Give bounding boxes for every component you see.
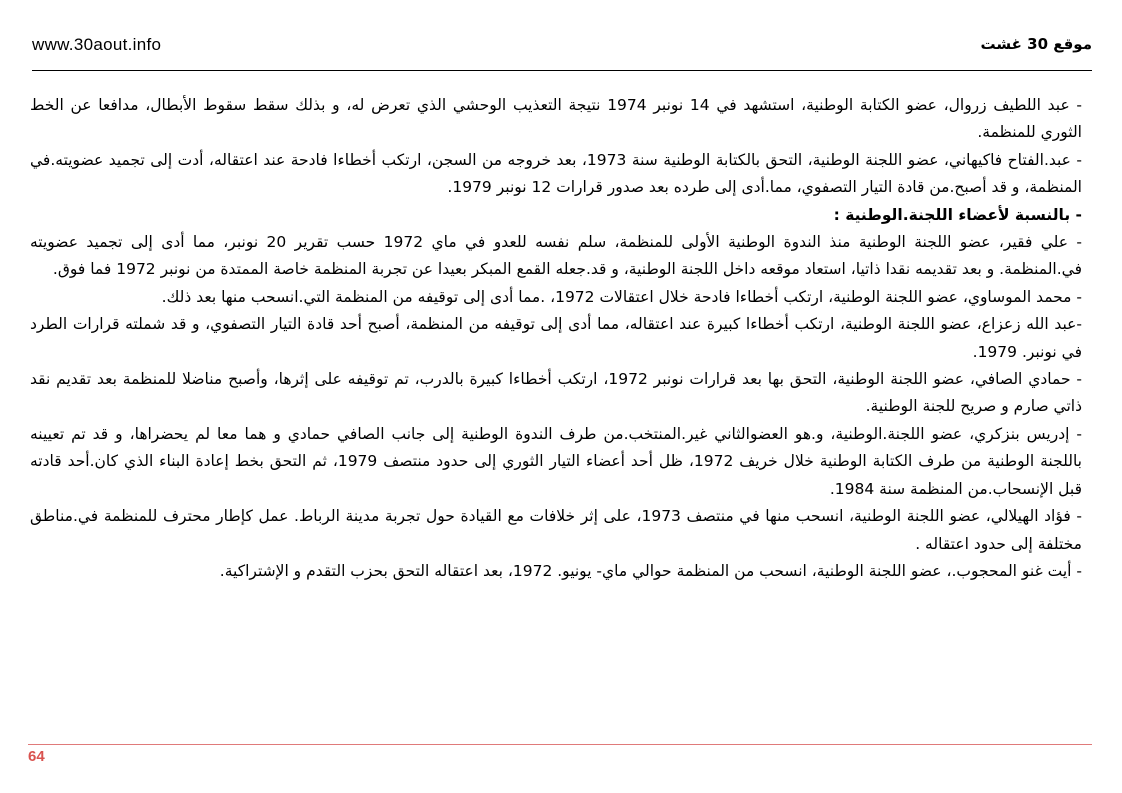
paragraph: - إدريس بنزكري، عضو اللجنة.الوطنية، و.هو العضوالثاني غير.المنتخب.من طرف الندوة الوطنية إلى جانب الصافي حمادي و هما معا لم يحضراها، و قد تم تعيينه باللجنة الوطنية من طرف الكتابة الوطنية خلال خريف 1972، ظل أحد أعضاء التيار الثوري إلى حدود منتصف 1979، ثم التحق بخط إعادة البناء الذي كان.أحد قادته قبل الإنسحاب.من المنظمة سنة 1984. <box>30 424 1082 498</box>
document-body <box>30 92 1090 585</box>
page-number: 64 <box>28 748 45 765</box>
paragraph: -عبد الله زعزاع، عضو اللجنة الوطنية، ارتكب أخطاءا كبيرة عند اعتقاله، مما أدى إلى توقيفه من المنظمة، أصبح أحد قادة التيار التصفوي، و قد شملته قرارات الطرد في نونبر. 1979. <box>30 315 1082 361</box>
footer-divider <box>28 744 1092 745</box>
site-url: www.30aout.info <box>32 35 162 54</box>
paragraph: - علي فقير، عضو اللجنة الوطنية منذ الندوة الوطنية الأولى للمنظمة، سلم نفسه للعدو في ماي 1972 حسب تقرير 20 نونبر، مما أدى إلى تجميد عضويته في.المنظمة. و بعد تقديمه نقدا ذاتيا، استعاد موقعه داخل اللجنة الوطنية، و قد.جعله القمع المبكر بعيدا عن تجربة المنظمة خاصة الممتدة من نونبر 1972 فما فوق. <box>30 233 1083 279</box>
paragraph: - محمد الموساوي، عضو اللجنة الوطنية، ارتكب أخطاءا فادحة خلال اعتقالات 1972، .مما أدى إلى توقيفه من المنظمة التي.انسحب منها بعد ذلك. <box>161 287 1082 306</box>
paragraph: - أيت غنو المحجوب.، عضو اللجنة الوطنية، انسحب من المنظمة حوالي ماي- يونيو. 1972، بعد اعتقاله التحق بحزب التقدم و الإشتراكية. <box>219 561 1082 580</box>
paragraph: - حمادي الصافي، عضو اللجنة الوطنية، التحق بها بعد قرارات نونبر 1972، ارتكب أخطاءا كبيرة بالدرب، تم توقيفه على إثرها، وأصبح مناضلا للمنظمة بعد تقديم نقد ذاتي صارم و صريح للجنة الوطنية. <box>30 370 1082 416</box>
paragraph: - فؤاد الهيلالي، عضو اللجنة الوطنية، انسحب منها في منتصف 1973، على إثر خلافات مع القيادة حول تجربة مدينة الرباط. عمل كإطار محترف للمنظمة في.مناطق مختلفة إلى حدود اعتقاله . <box>30 507 1082 553</box>
page-header <box>32 30 1092 71</box>
paragraph: - عبد.الفتاح فاكيهاني، عضو اللجنة الوطنية، التحق بالكتابة الوطنية سنة 1973، بعد خروجه من السجن، ارتكب أخطاءا فادحة عند اعتقاله، أدت إلى تجميد عضويته.في المنظمة، و قد أصبح.من قادة التيار التصفوي، مما.أدى إلى طرده بعد صدور قرارات 12 نونبر 1979. <box>30 150 1082 197</box>
section-heading: - بالنسبة لأعضاء اللجنة.الوطنية : <box>833 205 1082 224</box>
paragraph: - عبد اللطيف زروال، عضو الكتابة الوطنية، استشهد في 14 نونبر 1974 نتيجة التعذيب الوحشي الذي تعرض له، و بذلك سقط سقوط الأبطال، مدافعا عن الخط الثوري للمنظمة. <box>30 96 1083 142</box>
site-name: موقع 30 غشت <box>980 35 1092 53</box>
